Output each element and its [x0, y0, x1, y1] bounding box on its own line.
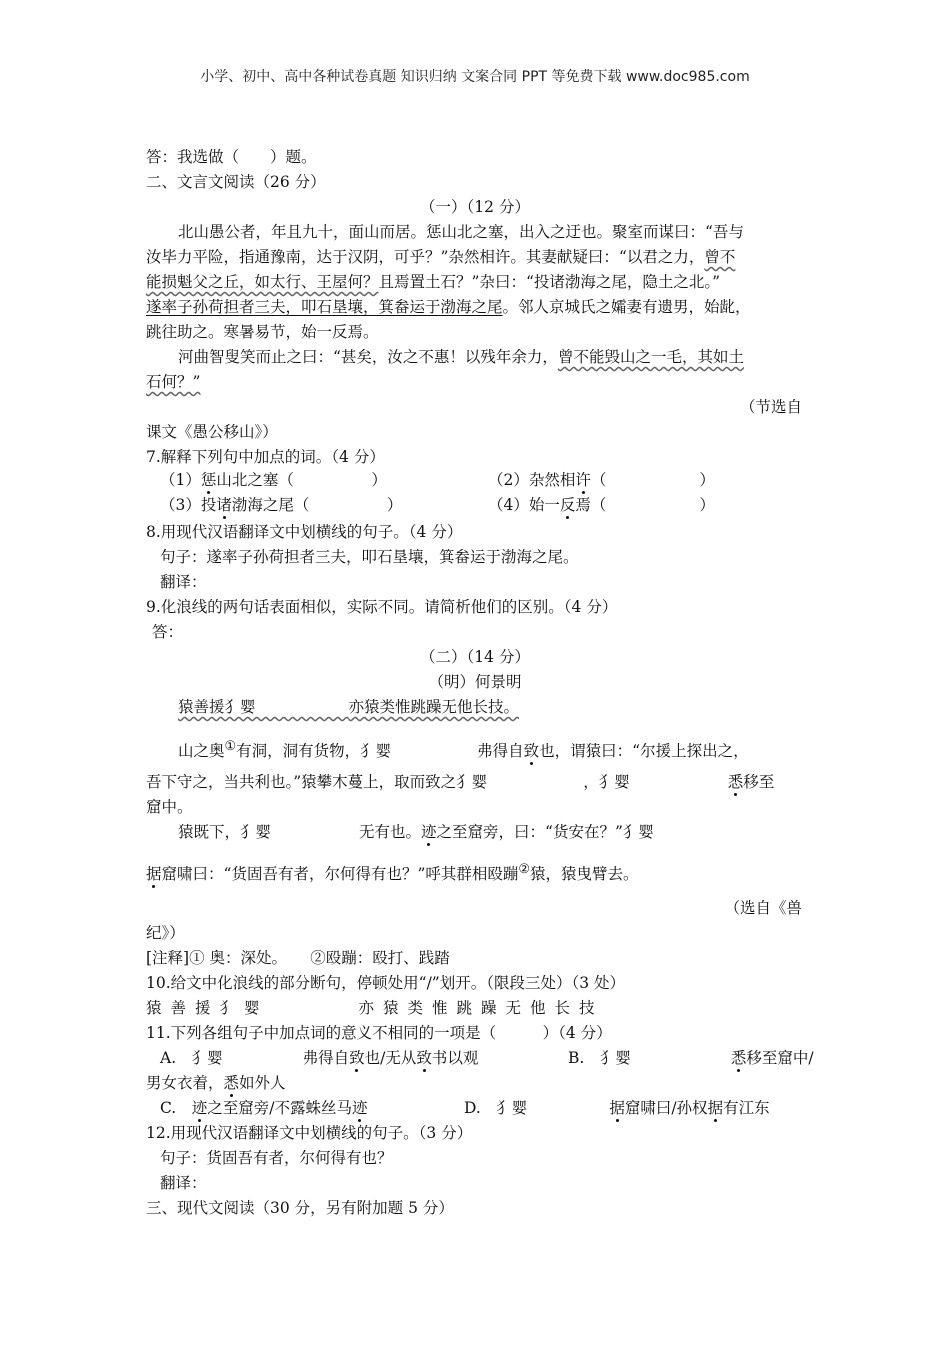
- answer-choice-line: 答：我选做（ ）题。: [146, 148, 317, 166]
- passage1-line: 跳往助之。寒暑易节，始一反焉。: [146, 323, 379, 341]
- question-11-title: 11.下列各组句子中加点词的意义不相同的一项是（ ）（4 分）: [146, 1024, 612, 1042]
- wavy-text: 猿善援犭婴: [178, 698, 349, 716]
- part1-title: （一）（12 分）: [420, 198, 530, 216]
- wavy-text: 亦猿类惟跳躁无他长技。: [348, 698, 520, 716]
- question-9-title: 9.化浪线的两句话表面相似，实际不同。请简析他们的区别。（4 分）: [146, 598, 618, 616]
- question-11-option-a: A. 犭婴 弗得自致也/无从致书以观: [160, 1049, 479, 1067]
- wavy-text: 曾不: [704, 248, 736, 266]
- passage1-line: [146, 372, 200, 392]
- passage2-line: 据窟啸曰：“货固吾有者，尔何得有也？”呼其群相殴蹦②猿，猿曳臂去。: [146, 862, 639, 884]
- question-12-translate: 翻译：: [160, 1174, 207, 1192]
- source-note: （节选自: [739, 398, 802, 416]
- question-8-sentence: 句子：遂率子孙荷担者三夫，叩石垦壤，箕畚运于渤海之尾。: [160, 548, 579, 566]
- section-title-modern: 三、现代文阅读（30 分，另有附加题 5 分）: [146, 1199, 454, 1217]
- question-7-item-2: （2）杂然相许（ ）: [488, 471, 715, 489]
- passage1-line: 能损魁父之丘，如太行、王屋何？且焉置土石？”杂曰：“投诸渤海之尾，隐土之北。”: [146, 273, 721, 291]
- question-10-text: 猿善援犭婴 亦猿类惟跳躁无他长技: [146, 999, 604, 1017]
- question-11-option-c: C. 迹之至窟旁/不露蛛丝马迹: [160, 1099, 368, 1117]
- question-7-title: 7.解释下列句中加点的词。（4 分）: [146, 448, 385, 466]
- question-7-item-4: （4）始一反焉（ ）: [488, 496, 715, 514]
- underlined-sentence: 遂率子孙荷担者三夫，叩石垦壤，箕畚运于渤海之尾: [146, 298, 503, 316]
- question-9-answer: 答：: [152, 623, 184, 641]
- question-7-item-3: （3）投诸渤海之尾（ ）: [160, 496, 403, 514]
- source-note: 纪》）: [146, 924, 185, 942]
- passage2-line: 猿既下，犭婴 无有也。迹之至窟旁，曰：“货安在？”犭婴: [178, 823, 654, 841]
- part2-title: （二）（14 分）: [420, 648, 530, 666]
- passage2-line: 吾下守之，当共利也。”猿攀木蔓上，取而致之犭婴 ，犭婴 悉移至: [146, 773, 775, 791]
- question-12-title: 12.用现代汉语翻译文中划横线的句子。（3 分）: [146, 1124, 473, 1142]
- passage1-line: 北山愚公者，年且九十，面山而居。惩山北之塞，出入之迂也。聚室而谋曰：“吾与: [178, 223, 744, 241]
- question-11-option-d: D. 犭婴 据窟啸曰/孙权据有江东: [464, 1099, 770, 1117]
- section-title-classical: 二、文言文阅读（26 分）: [146, 173, 326, 191]
- passage2-line: [178, 697, 519, 717]
- page-header: 小学、初中、高中各种试卷真题 知识归纳 文案合同 PPT 等免费下载 www.doc985.com: [200, 69, 750, 85]
- question-7-item-1: （1）惩山北之塞（ ）: [160, 471, 387, 489]
- passage2-line: 窟中。: [146, 798, 193, 816]
- passage2-line: 山之奥①有洞，洞有货物，犭婴 弗得自致也，谓猿曰：“尔援上探出之，: [178, 739, 749, 761]
- passage1-line: 遂率子孙荷担者三夫，叩石垦壤，箕畚运于渤海之尾。邻人京城氏之孀妻有遗男，始龀，: [146, 298, 751, 316]
- source-note: （选自《兽: [724, 899, 802, 917]
- part2-author: （明）何景明: [428, 673, 522, 691]
- wavy-text: 曾不能毁山之一毛，其如土: [557, 348, 744, 366]
- question-11-option-b: B. 犭婴 悉移至窟中/: [568, 1049, 814, 1067]
- passage1-line: 汝毕力平险，指通豫南，达于汉阴，可乎？”杂然相许。其妻献疑曰：“以君之力，曾不: [146, 248, 736, 266]
- question-10-title: 10.给文中化浪线的部分断句，停顿处用“/”划开。（限段三处）（3 处）: [146, 974, 626, 992]
- source-note: 课文《愚公移山》）: [146, 423, 278, 441]
- question-11-option-b-cont: 男女衣着，悉如外人: [146, 1074, 286, 1092]
- wavy-text: 能损魁父之丘，如太行、王屋何？: [146, 273, 379, 291]
- annotation-note: [注释]① 奥：深处。 ②殴蹦：殴打、践踏: [146, 949, 450, 967]
- question-8-title: 8.用现代汉语翻译文中划横线的句子。（4 分）: [146, 523, 463, 541]
- wavy-text: 石何？”: [146, 373, 201, 391]
- question-12-sentence: 句子：货固吾有者，尔何得有也？: [160, 1149, 393, 1167]
- question-8-translate: 翻译：: [160, 573, 207, 591]
- passage1-line: 河曲智叟笑而止之曰：“甚矣，汝之不惠！以残年余力，曾不能毁山之一毛，其如土: [178, 348, 744, 366]
